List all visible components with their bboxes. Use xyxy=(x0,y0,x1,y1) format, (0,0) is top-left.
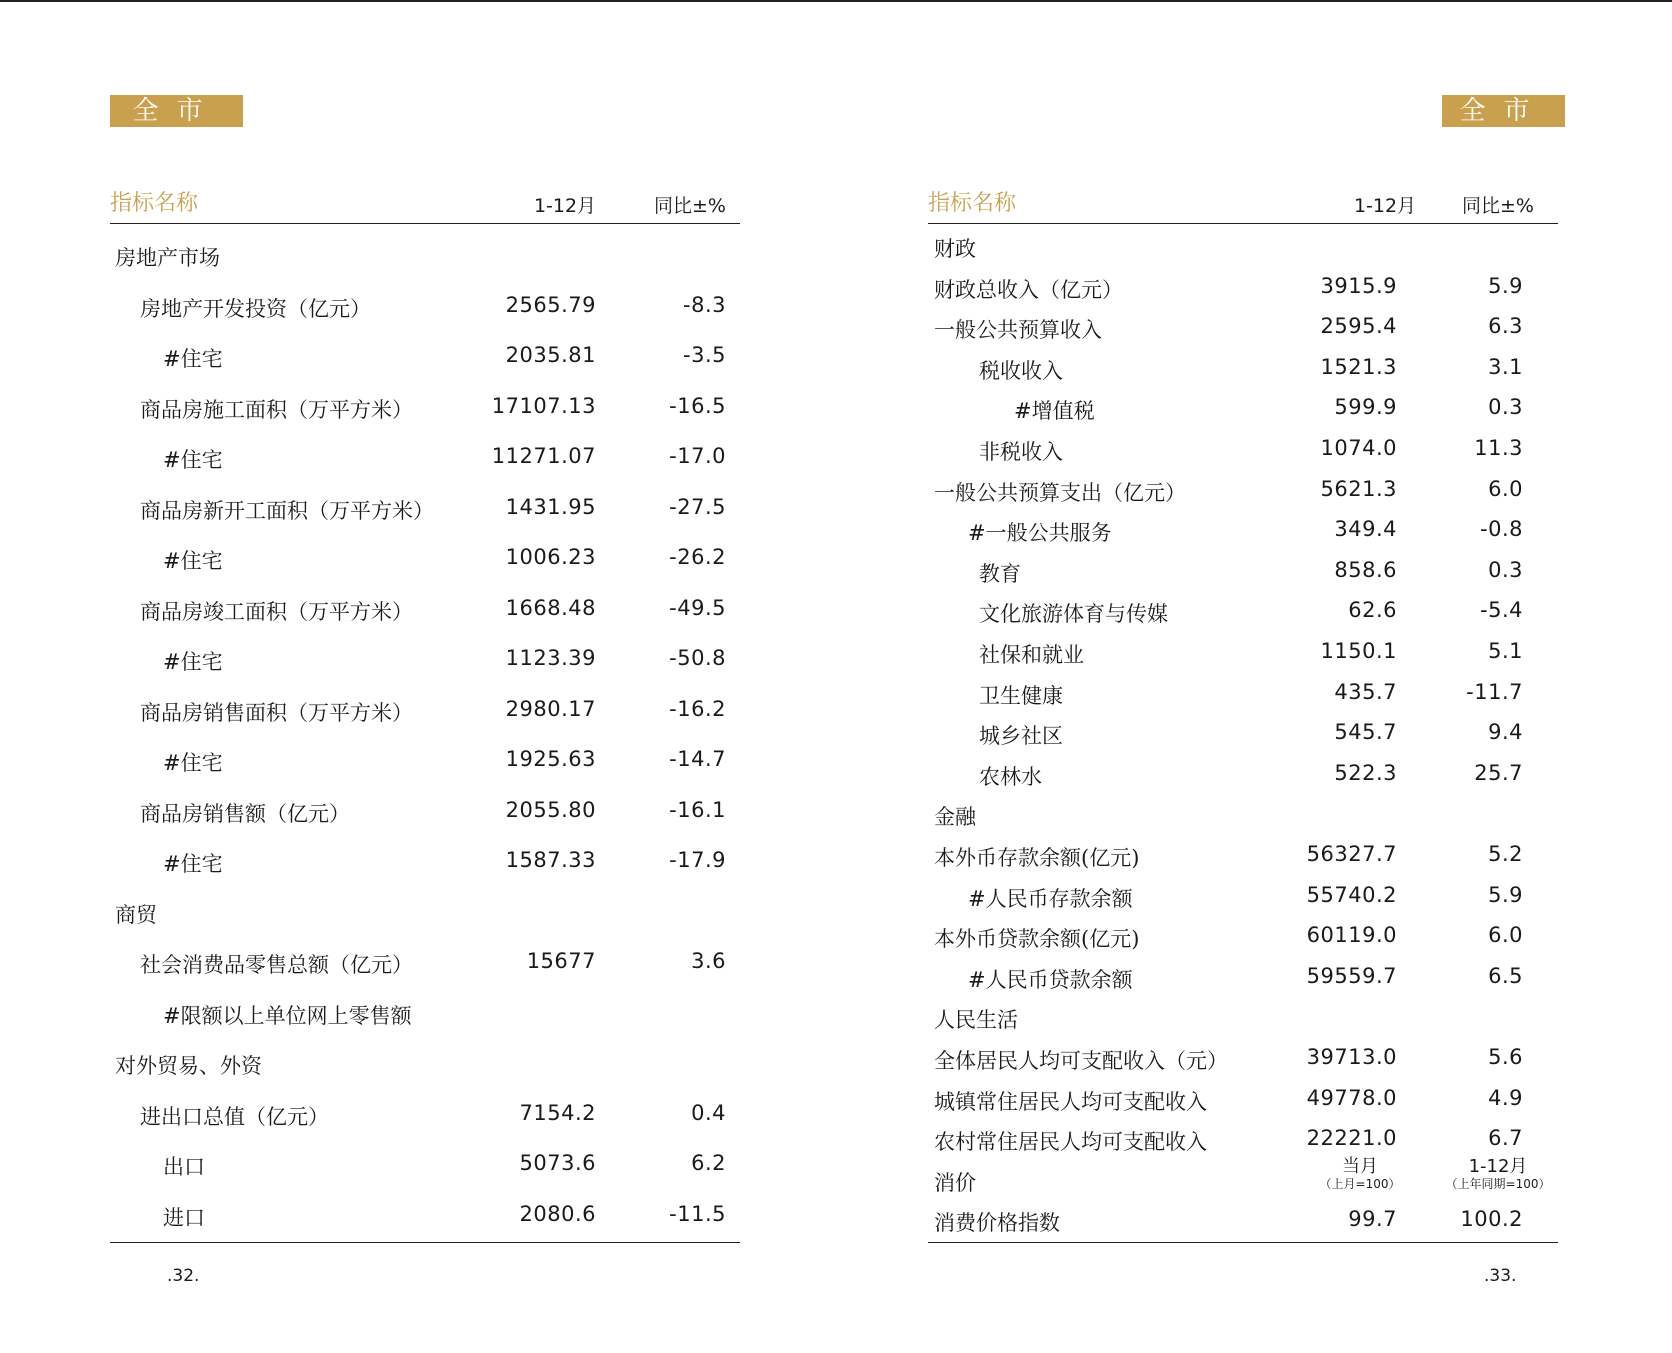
row-label: 消费价格指数 xyxy=(934,1211,1060,1236)
left-header-rule xyxy=(110,223,740,224)
row-value-yoy: 6.5 xyxy=(1488,963,1523,988)
row-value-yoy: 5.2 xyxy=(1488,842,1523,866)
table-row xyxy=(928,720,1558,748)
row-label: #住宅 xyxy=(163,448,223,472)
row-value-yoy: -14.7 xyxy=(669,747,726,771)
table-row xyxy=(928,598,1558,626)
row-value-yoy: -16.2 xyxy=(669,696,726,721)
row-value-period: 1074.0 xyxy=(1320,436,1397,460)
row-value-period: 99.7 xyxy=(1348,1207,1397,1232)
row-value-period: 2080.6 xyxy=(519,1201,596,1226)
row-label: #住宅 xyxy=(163,347,223,371)
row-label: 房地产开发投资（亿元） xyxy=(140,296,371,321)
row-value-yoy: -17.9 xyxy=(669,848,726,872)
row-label: 本外币存款余额(亿元) xyxy=(934,846,1140,870)
table-row xyxy=(928,1207,1558,1235)
cpi-subheader-ytd xyxy=(1428,1158,1568,1190)
row-value-yoy: 6.2 xyxy=(691,1151,726,1175)
table-row xyxy=(110,596,740,624)
table-row xyxy=(110,646,740,674)
row-label: #人民币存款余额 xyxy=(968,886,1133,911)
table-row xyxy=(928,558,1558,586)
row-value-period: 545.7 xyxy=(1334,720,1397,745)
cpi-subheader-ytd-sub: （上年同期=100） xyxy=(1445,1177,1551,1191)
row-value-yoy: -27.5 xyxy=(669,494,726,519)
row-value-period: 5073.6 xyxy=(519,1151,596,1175)
row-value-yoy: 5.6 xyxy=(1488,1045,1523,1069)
table-row xyxy=(928,1045,1558,1073)
row-value-yoy: 9.4 xyxy=(1488,720,1523,745)
table-row xyxy=(110,1000,740,1028)
table-row xyxy=(110,899,740,927)
header-yoy: 同比±% xyxy=(1462,195,1534,217)
row-label: 一般公共预算支出（亿元） xyxy=(934,480,1186,505)
right-header-rule xyxy=(928,223,1558,224)
row-value-period: 522.3 xyxy=(1334,760,1397,785)
header-indicator-name: 指标名称 xyxy=(110,191,199,216)
row-value-period: 49778.0 xyxy=(1306,1085,1397,1110)
table-row xyxy=(928,436,1558,464)
table-row xyxy=(110,293,740,321)
left-table-header xyxy=(110,192,740,216)
row-value-period: 435.7 xyxy=(1334,679,1397,704)
row-value-period: 59559.7 xyxy=(1306,963,1397,988)
row-label: 商品房销售面积（万平方米） xyxy=(140,700,413,725)
row-value-period: 2980.17 xyxy=(505,696,596,721)
left-bottom-rule xyxy=(110,1242,740,1243)
cpi-subheader-ytd-main: 1-12月 xyxy=(1468,1156,1528,1177)
row-value-yoy: -11.7 xyxy=(1466,679,1523,704)
row-value-period: 15677 xyxy=(526,949,596,973)
row-value-yoy: 6.7 xyxy=(1488,1126,1523,1151)
table-row xyxy=(110,949,740,977)
row-label: 本外币贷款余额(亿元) xyxy=(934,927,1140,952)
row-label: 人民生活 xyxy=(934,1008,1018,1033)
right-bottom-rule xyxy=(928,1242,1558,1243)
table-row xyxy=(110,444,740,472)
row-label: 一般公共预算收入 xyxy=(934,318,1102,343)
row-label: 商品房销售额（亿元） xyxy=(140,801,350,826)
table-row xyxy=(928,233,1558,261)
row-label: 出口 xyxy=(163,1155,205,1179)
row-value-period: 1006.23 xyxy=(505,545,596,569)
table-row xyxy=(928,761,1558,789)
row-value-yoy: -49.5 xyxy=(669,595,726,620)
row-label: 消价 xyxy=(934,1170,976,1195)
cpi-subheader-month xyxy=(1310,1158,1410,1190)
table-row xyxy=(110,848,740,876)
row-label: #增值税 xyxy=(1014,399,1095,424)
table-row xyxy=(928,1126,1558,1154)
row-label: #住宅 xyxy=(163,549,223,573)
row-value-yoy: 0.3 xyxy=(1488,395,1523,420)
row-label: 城镇常住居民人均可支配收入 xyxy=(934,1089,1207,1114)
row-label: 卫生健康 xyxy=(979,683,1063,708)
table-row xyxy=(110,747,740,775)
table-row xyxy=(110,394,740,422)
header-period: 1-12月 xyxy=(533,195,597,217)
row-value-period: 60119.0 xyxy=(1306,923,1397,948)
row-value-period: 1431.95 xyxy=(505,494,596,519)
cpi-subheader-month-main: 当月 xyxy=(1342,1156,1378,1177)
table-row xyxy=(928,477,1558,505)
table-row xyxy=(110,1050,740,1078)
row-label: 进口 xyxy=(163,1205,205,1230)
row-value-yoy: -8.3 xyxy=(683,292,726,317)
row-value-period: 858.6 xyxy=(1334,557,1397,582)
row-value-period: 1587.33 xyxy=(505,848,596,872)
table-row xyxy=(928,964,1558,992)
header-period: 1-12月 xyxy=(1353,195,1417,217)
row-value-period: 11271.07 xyxy=(491,444,596,468)
row-value-period: 62.6 xyxy=(1348,598,1397,623)
table-row xyxy=(110,1101,740,1129)
table-row xyxy=(928,355,1558,383)
row-value-yoy: 3.6 xyxy=(691,949,726,973)
row-value-yoy: -16.5 xyxy=(669,393,726,418)
row-value-yoy: -26.2 xyxy=(669,545,726,569)
row-label: 房地产市场 xyxy=(115,246,220,270)
page-number-right: .33. xyxy=(1484,1266,1517,1286)
row-value-yoy: -17.0 xyxy=(669,444,726,468)
row-value-period: 1150.1 xyxy=(1320,639,1397,663)
row-label: #住宅 xyxy=(163,650,223,674)
row-value-period: 22221.0 xyxy=(1306,1126,1397,1151)
row-label: 教育 xyxy=(979,561,1021,586)
row-value-yoy: 6.3 xyxy=(1488,314,1523,339)
row-label: 财政 xyxy=(934,237,976,261)
row-label: 商品房新开工面积（万平方米） xyxy=(140,498,434,523)
row-value-yoy: 4.9 xyxy=(1488,1085,1523,1110)
table-row xyxy=(110,1202,740,1230)
row-label: 商品房施工面积（万平方米） xyxy=(140,397,413,422)
header-yoy: 同比±% xyxy=(654,195,726,217)
row-label: #一般公共服务 xyxy=(968,521,1112,546)
row-label: 农林水 xyxy=(979,764,1042,789)
table-row xyxy=(928,680,1558,708)
row-value-yoy: -3.5 xyxy=(683,343,726,367)
row-value-period: 2565.79 xyxy=(505,292,596,317)
row-value-yoy: -11.5 xyxy=(669,1201,726,1226)
row-value-period: 1521.3 xyxy=(1320,354,1397,379)
table-row xyxy=(110,798,740,826)
row-value-period: 39713.0 xyxy=(1306,1045,1397,1069)
row-label: #住宅 xyxy=(163,852,223,876)
row-value-yoy: -5.4 xyxy=(1480,598,1523,623)
header-indicator-name: 指标名称 xyxy=(928,191,1017,216)
table-row xyxy=(110,545,740,573)
row-value-yoy: 0.3 xyxy=(1488,557,1523,582)
right-table-header xyxy=(928,192,1558,216)
page-number-left: .32. xyxy=(167,1266,200,1286)
row-label: 社会消费品零售总额（亿元） xyxy=(140,953,413,977)
row-value-period: 1668.48 xyxy=(505,595,596,620)
row-value-yoy: 11.3 xyxy=(1474,436,1523,460)
table-row xyxy=(928,395,1558,423)
cpi-subheader-month-sub: （上月=100） xyxy=(1319,1177,1401,1191)
table-row xyxy=(110,697,740,725)
table-row xyxy=(928,923,1558,951)
table-row xyxy=(928,274,1558,302)
row-label: 城乡社区 xyxy=(979,724,1063,749)
section-badge-right: 全市 xyxy=(1442,95,1565,127)
table-row xyxy=(928,883,1558,911)
row-value-yoy: -50.8 xyxy=(669,646,726,670)
row-value-period: 1925.63 xyxy=(505,747,596,771)
row-label: #人民币贷款余额 xyxy=(968,967,1133,992)
top-border xyxy=(0,0,1672,2)
table-row xyxy=(928,1086,1558,1114)
row-value-period: 2055.80 xyxy=(505,797,596,822)
row-value-yoy: 5.9 xyxy=(1488,273,1523,298)
row-value-yoy: 100.2 xyxy=(1460,1207,1523,1232)
row-label: 金融 xyxy=(934,805,976,830)
row-label: #限额以上单位网上零售额 xyxy=(163,1003,412,1028)
table-row xyxy=(928,314,1558,342)
row-label: 税收收入 xyxy=(979,358,1063,383)
row-value-period: 349.4 xyxy=(1334,517,1397,542)
row-label: #住宅 xyxy=(163,751,223,775)
table-row xyxy=(928,639,1558,667)
row-label: 农村常住居民人均可支配收入 xyxy=(934,1130,1207,1155)
row-value-period: 5621.3 xyxy=(1320,476,1397,501)
table-row xyxy=(110,1151,740,1179)
row-label: 全体居民人均可支配收入（元） xyxy=(934,1049,1228,1073)
section-badge-left: 全市 xyxy=(110,95,243,127)
row-value-yoy: 6.0 xyxy=(1488,923,1523,948)
row-label: 对外贸易、外资 xyxy=(115,1054,262,1078)
row-value-period: 56327.7 xyxy=(1306,842,1397,866)
row-value-period: 55740.2 xyxy=(1306,882,1397,907)
table-row xyxy=(110,343,740,371)
row-value-period: 17107.13 xyxy=(491,393,596,418)
row-value-period: 2595.4 xyxy=(1320,314,1397,339)
table-row xyxy=(110,495,740,523)
row-value-period: 7154.2 xyxy=(519,1100,596,1125)
row-label: 进出口总值（亿元） xyxy=(140,1104,329,1129)
row-value-period: 3915.9 xyxy=(1320,273,1397,298)
row-value-yoy: 3.1 xyxy=(1488,354,1523,379)
row-value-period: 599.9 xyxy=(1334,395,1397,420)
row-value-yoy: 6.0 xyxy=(1488,476,1523,501)
table-row xyxy=(928,517,1558,545)
row-value-period: 1123.39 xyxy=(505,646,596,670)
table-row xyxy=(928,801,1558,829)
row-label: 商贸 xyxy=(115,902,157,927)
row-label: 商品房竣工面积（万平方米） xyxy=(140,599,413,624)
row-label: 文化旅游体育与传媒 xyxy=(979,602,1168,627)
table-row xyxy=(928,842,1558,870)
row-value-yoy: 5.1 xyxy=(1488,639,1523,663)
row-value-period: 2035.81 xyxy=(505,343,596,367)
table-row xyxy=(928,1004,1558,1032)
table-row xyxy=(110,242,740,270)
row-value-yoy: -0.8 xyxy=(1480,517,1523,542)
row-value-yoy: 0.4 xyxy=(691,1100,726,1125)
row-label: 社保和就业 xyxy=(979,643,1084,667)
row-value-yoy: -16.1 xyxy=(669,797,726,822)
row-label: 财政总收入（亿元） xyxy=(934,277,1123,302)
row-label: 非税收入 xyxy=(979,440,1063,464)
row-value-yoy: 25.7 xyxy=(1474,760,1523,785)
row-value-yoy: 5.9 xyxy=(1488,882,1523,907)
